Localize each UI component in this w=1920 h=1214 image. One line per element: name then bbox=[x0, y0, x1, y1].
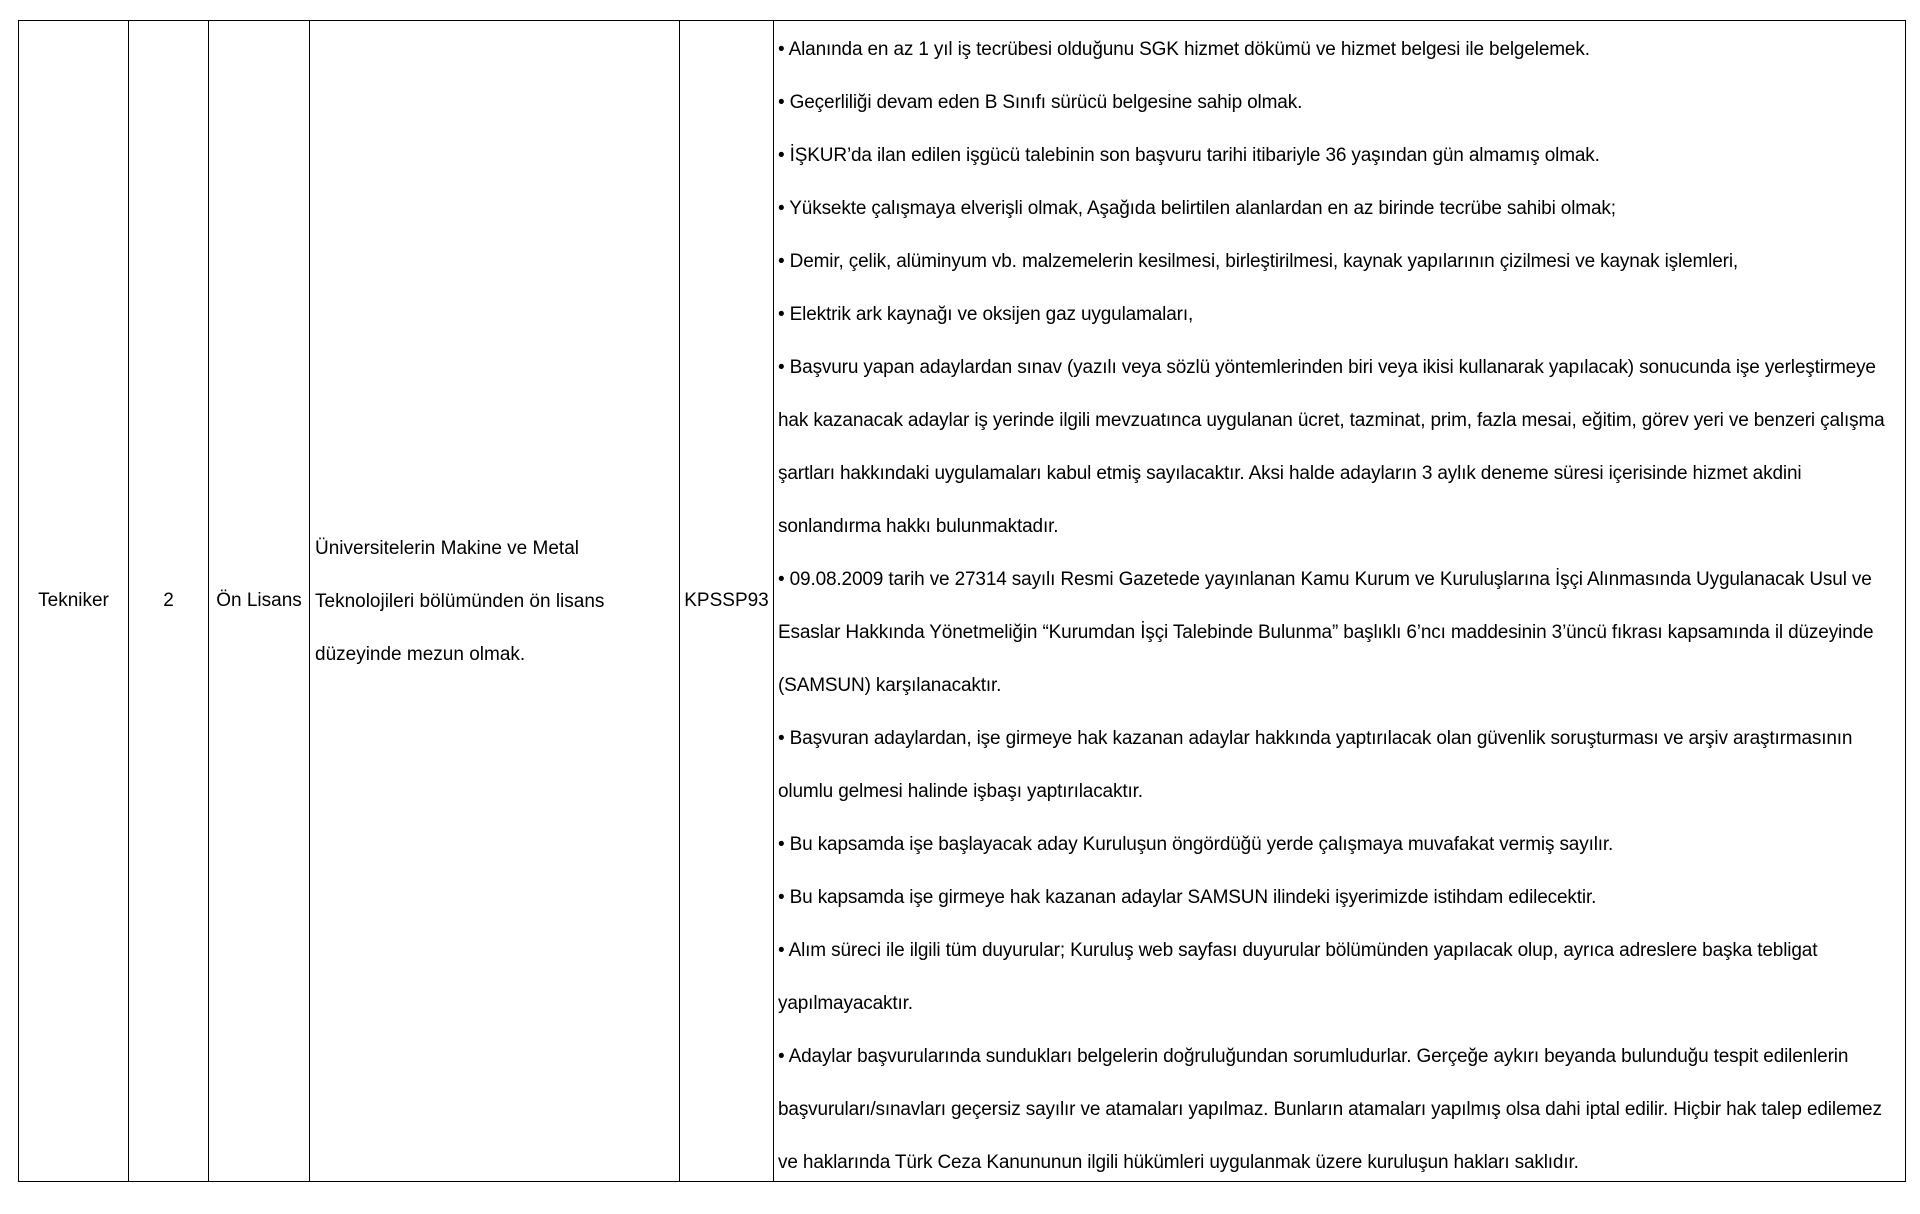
requirement-item: • Alanında en az 1 yıl iş tecrübesi olduğunu SGK hizmet dökümü ve hizmet belgesi ile belgelemek. bbox=[778, 39, 1590, 60]
exam-cell bbox=[680, 21, 774, 1181]
exam-code: KPSSP93 bbox=[684, 589, 769, 611]
requirement-item: • Başvuran adaylardan, işe girmeye hak kazanan adaylar hakkında yaptırılacak olan güvenlik soruşturması ve arşiv araştırmasının olumlu gelmesi halinde işbaşı yaptırılacaktır. bbox=[778, 728, 1853, 802]
requirements-cell bbox=[774, 21, 1905, 1181]
requirement-item: • Adaylar başvurularında sundukları belgelerin doğruluğundan sorumludurlar. Gerçeğe aykırı beyanda bulunduğu tespit edilenlerin başvuruları/sınavları geçersiz sayılır ve atamaları yapılmaz. Bunların atamaları yapılmış olsa dahi iptal edilir. Hiçbir hak talep edilemez ve haklarında Türk Ceza Kanununun ilgili hükümleri uygulanmak üzere kuruluşun hakları saklıdır. bbox=[778, 1046, 1882, 1173]
requirement-item: • Alım süreci ile ilgili tüm duyurular; Kuruluş web sayfası duyurular bölümünden yapılacak olup, ayrıca adreslere başka tebligat yapılmayacaktır. bbox=[778, 940, 1818, 1014]
position-cell bbox=[19, 21, 129, 1181]
position-count: 2 bbox=[163, 589, 174, 611]
requirement-item: • Geçerliliği devam eden B Sınıfı sürücü belgesine sahip olmak. bbox=[778, 92, 1303, 113]
education-level: Ön Lisans bbox=[216, 589, 302, 611]
department-cell bbox=[310, 21, 680, 1181]
requirement-item: • Demir, çelik, alüminyum vb. malzemelerin kesilmesi, birleştirilmesi, kaynak yapılarının çizilmesi ve kaynak işlemleri, bbox=[778, 251, 1739, 272]
requirement-item: • İŞKUR’da ilan edilen işgücü talebinin son başvuru tarihi itibariyle 36 yaşından gün almamış olmak. bbox=[778, 145, 1600, 166]
position-title: Tekniker bbox=[38, 589, 109, 611]
department-requirement: Üniversitelerin Makine ve Metal Teknolojileri bölümünden ön lisans düzeyinde mezun olmak. bbox=[315, 537, 605, 665]
requirement-item: • Elektrik ark kaynağı ve oksijen gaz uygulamaları, bbox=[778, 304, 1194, 325]
requirement-item: • 09.08.2009 tarih ve 27314 sayılı Resmi Gazetede yayınlanan Kamu Kurum ve Kuruluşlarına İşçi Alınmasında Uygulanacak Usul ve Esaslar Hakkında Yönetmeliğin “Kurumdan İşçi Talebinde Bulunma” başlıklı 6’ncı maddesinin 3’üncü fıkrası kapsamında il düzeyinde (SAMSUN) karşılanacaktır. bbox=[778, 569, 1874, 696]
requirement-item: • Yüksekte çalışmaya elverişli olmak, Aşağıda belirtilen alanlardan en az birinde tecrübe sahibi olmak; bbox=[778, 198, 1616, 219]
requirement-item: • Başvuru yapan adaylardan sınav (yazılı veya sözlü yöntemlerinden biri veya ikisi kullanarak yapılacak) sonucunda işe yerleştirmeye hak kazanacak adaylar iş yerinde ilgili mevzuatınca uygulanan ücret, tazminat, prim, fazla mesai, eğitim, görev yeri ve benzeri çalışma şartları hakkındaki uygulamaları kabul etmiş sayılacaktır. Aksi halde adayların 3 aylık deneme süresi içerisinde hizmet akdini sonlandırma hakkı bulunmaktadır. bbox=[778, 357, 1885, 537]
requirement-item: • Bu kapsamda işe başlayacak aday Kuruluşun öngördüğü yerde çalışmaya muvafakat vermiş sayılır. bbox=[778, 834, 1614, 855]
education-cell bbox=[209, 21, 310, 1181]
count-cell bbox=[129, 21, 209, 1181]
requirements-list bbox=[778, 21, 1901, 1189]
requirement-item: • Bu kapsamda işe girmeye hak kazanan adaylar SAMSUN ilindeki işyerimizde istihdam edilecektir. bbox=[778, 887, 1597, 908]
job-listing-table bbox=[18, 20, 1906, 1182]
